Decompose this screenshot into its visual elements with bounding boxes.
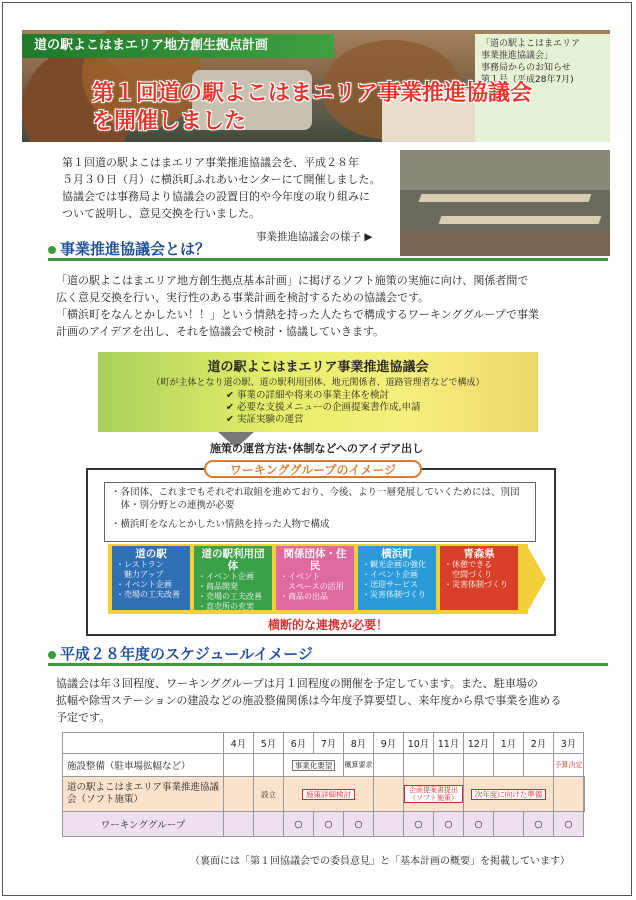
circle-icon: ○	[404, 812, 434, 837]
schedule-row	[63, 777, 585, 812]
month-header: 6月	[284, 733, 314, 754]
schedule-cell	[584, 777, 585, 812]
schedule-cell	[464, 754, 494, 777]
check-icon: ✔	[226, 414, 234, 425]
schedule-note: 概算要求	[344, 754, 374, 777]
council-item	[226, 414, 538, 426]
circle-icon: ○	[434, 812, 464, 837]
council-item-text: 事業の詳細や将来の事業主体を検討	[237, 390, 390, 401]
row-label: 道の駅よこはまエリア事業推進協議会（ソフト施策）	[63, 777, 224, 812]
group-item: スペースの活用	[280, 582, 344, 591]
section-title: 平成２８年度のスケジュールイメージ	[60, 645, 313, 663]
wg-bullet: 体・別分野との連携が必要	[111, 500, 235, 511]
schedule-cell	[404, 754, 434, 777]
working-group-bullets	[104, 482, 536, 542]
section2-line: 予定です。	[56, 711, 111, 724]
section-bullet-icon	[48, 651, 56, 659]
group-title: 道の駅利用団体	[201, 548, 265, 572]
notice-line: 「道の駅よこはまエリア	[481, 39, 581, 49]
section-rule	[48, 258, 608, 261]
group-title: 関係団体・住民	[283, 548, 347, 572]
month-header: 9月	[374, 733, 404, 754]
group-users	[194, 546, 272, 610]
group-item: ・送迎サービス	[362, 580, 418, 589]
intro-line: ５月３０日（月）に横浜町ふれあいセンターにて開催しました。	[62, 173, 381, 186]
council-item-text: 必要な支援メニューの企画提案書作成,申請	[237, 402, 421, 413]
wg-bullet: ・横浜町をなんとかしたい情熱を持った人物で構成	[111, 519, 330, 530]
notice-line: 事務局からのお知らせ	[481, 63, 571, 73]
schedule-cell	[374, 777, 404, 812]
group-item: ・直売所の充実	[198, 602, 254, 611]
circle-icon: ○	[524, 812, 554, 837]
council-item-text: 実証実験の運営	[237, 414, 304, 425]
council-item	[226, 390, 538, 402]
schedule-note: 企画提案書提出（ソフト施策）	[404, 785, 463, 803]
section-rule	[48, 663, 608, 666]
month-header: 5月	[254, 733, 284, 754]
group-item: ・商品の出品	[280, 592, 328, 601]
schedule-row	[63, 754, 585, 777]
series-title: 道の駅よこはまエリア地方創生拠点計画	[22, 34, 334, 58]
circle-icon: ○	[344, 812, 374, 837]
check-icon: ✔	[226, 390, 234, 401]
arrow-right-icon	[526, 544, 546, 614]
group-item: ・災害体制づくり	[362, 590, 426, 599]
intro-text	[62, 154, 392, 222]
schedule-cell	[464, 777, 554, 812]
schedule-cell	[374, 812, 404, 837]
group-item: ・商品開発	[198, 582, 238, 591]
section2-text	[56, 675, 616, 726]
headline-line: を開催しました	[92, 109, 247, 134]
working-group-label: ワーキンググループのイメージ	[204, 460, 422, 478]
council-item	[226, 402, 538, 414]
schedule-corner	[63, 733, 224, 754]
schedule-note: 次年度に向けた準備	[471, 789, 547, 800]
group-item: ・災害体制づくり	[444, 580, 508, 589]
section1-line: 「横浜町をなんとかしたい！！」という情熱を持った人たちで構成するワーキンググループで事業	[56, 308, 540, 321]
group-item: ・休憩できる	[444, 560, 492, 569]
council-subtitle: （町が主体となり道の駅、道の駅利用団体、地元関係者、道路管理者などで構成）	[151, 378, 485, 388]
schedule-cell	[254, 754, 284, 777]
headline-line: 第１回道の駅よこはまエリア事業推進協議会	[92, 81, 533, 106]
schedule-cell	[494, 812, 524, 837]
section-title: 事業推進協議会とは？	[60, 240, 211, 258]
schedule-cell	[224, 777, 254, 812]
intro-line: 第１回道の駅よこはまエリア事業推進協議会を、平成２８年	[62, 156, 359, 169]
schedule-note: 予算決定	[554, 754, 584, 777]
group-item: ・売場の工夫改善	[116, 590, 180, 599]
group-item: ・イベント企画	[198, 572, 254, 581]
group-town	[358, 546, 436, 610]
group-prefecture	[440, 546, 518, 610]
schedule-header-row	[63, 733, 585, 754]
schedule-cell	[494, 754, 524, 777]
group-item: 魅力アップ	[116, 570, 164, 579]
group-item: ・レストラン	[116, 560, 164, 569]
photo-caption: 事業推進協議会の様子 ▶	[256, 231, 373, 243]
check-icon: ✔	[226, 402, 234, 413]
headline	[92, 80, 532, 136]
schedule-cell	[284, 777, 374, 812]
section2-line: 拡幅や除雪ステーションの建設などの施設整備関係は今年度予算要望し、来年度から県で事業を進める	[56, 694, 562, 707]
notice-line: 事業推進協議会」	[481, 51, 554, 61]
group-title: 道の駅	[135, 548, 167, 560]
schedule-cell	[254, 812, 284, 837]
month-header: 11月	[434, 733, 464, 754]
month-header: 12月	[464, 733, 494, 754]
section-bullet-icon	[48, 246, 56, 254]
wg-bullet: ・各団体、これまでもそれぞれ取組を進めており、今後、より一層発展していくためには、別団	[111, 487, 520, 498]
flow-label: 施策の運営方法･体制などへのアイデア出し	[210, 442, 424, 455]
schedule-cell	[524, 754, 554, 777]
circle-icon: ○	[554, 812, 584, 837]
group-item: 空間づくり	[444, 570, 492, 579]
section1-line: 計画のアイデアを出し、それを協議会で検討・協議していきます。	[56, 325, 385, 338]
council-title: 道の駅よこはまエリア事業推進協議会	[207, 360, 429, 375]
group-item: ・イベント	[280, 572, 320, 581]
month-header: 7月	[314, 733, 344, 754]
schedule-cell	[404, 777, 464, 812]
schedule-row	[63, 812, 585, 837]
group-item: ・イベント企画	[362, 570, 418, 579]
group-title: 青森県	[463, 548, 495, 560]
section2-line: 協議会は年３回程度、ワーキンググループは月１回程度の開催を予定しています。また、駐車場の	[56, 677, 538, 690]
schedule-note: 施策詳細検討	[302, 789, 355, 800]
row-label: 施設整備（駐車場拡幅など）	[63, 754, 224, 777]
group-item: ・売場の工夫改善	[198, 592, 262, 601]
schedule-note: 設立	[254, 777, 284, 812]
meeting-photo	[400, 150, 610, 256]
section1-line: 広く意見交換を行い、実行性のある事業計画を検討するための協議会です。	[56, 291, 430, 304]
council-box	[98, 352, 538, 432]
intro-line: ついて説明し、意見交換を行いました。	[62, 207, 260, 220]
section1-line: 「道の駅よこはまエリア地方創生拠点基本計画」に掲げるソフト施策の実施に向け、関係者間で	[56, 274, 529, 287]
circle-icon: ○	[314, 812, 344, 837]
schedule-cell	[554, 777, 584, 812]
month-header: 4月	[224, 733, 254, 754]
schedule-cell	[224, 812, 254, 837]
section1-text	[56, 272, 616, 340]
council-items	[226, 390, 538, 426]
schedule-cell	[284, 754, 344, 777]
circle-icon: ○	[464, 812, 494, 837]
schedule-table	[62, 732, 585, 837]
row-label: ワーキンググループ	[63, 812, 224, 837]
group-residents	[276, 546, 354, 610]
month-header: 2月	[524, 733, 554, 754]
intro-line: 協議会では事務局より協議会の設置目的や今年度の取り組みに	[62, 190, 370, 203]
group-item: ・イベント企画	[116, 580, 172, 589]
wg-footer: 横断的な連携が必要！	[268, 618, 389, 632]
schedule-cell	[374, 754, 404, 777]
month-header: 1月	[494, 733, 524, 754]
group-item: ・観光企画の強化	[362, 560, 426, 569]
footnote: （裏面には「第１回協議会での委員意見」と「基本計画の概要」を掲載しています）	[190, 856, 570, 867]
month-header: 8月	[344, 733, 374, 754]
group-title: 横浜町	[381, 548, 413, 560]
notice-line: 第１号（平成28年7月)	[481, 75, 574, 85]
group-michinoeki	[112, 546, 190, 610]
schedule-note: 事業化要望	[292, 760, 336, 771]
month-header: 10月	[404, 733, 434, 754]
schedule-cell	[224, 754, 254, 777]
month-header: 3月	[554, 733, 584, 754]
schedule-cell	[434, 754, 464, 777]
circle-icon: ○	[284, 812, 314, 837]
